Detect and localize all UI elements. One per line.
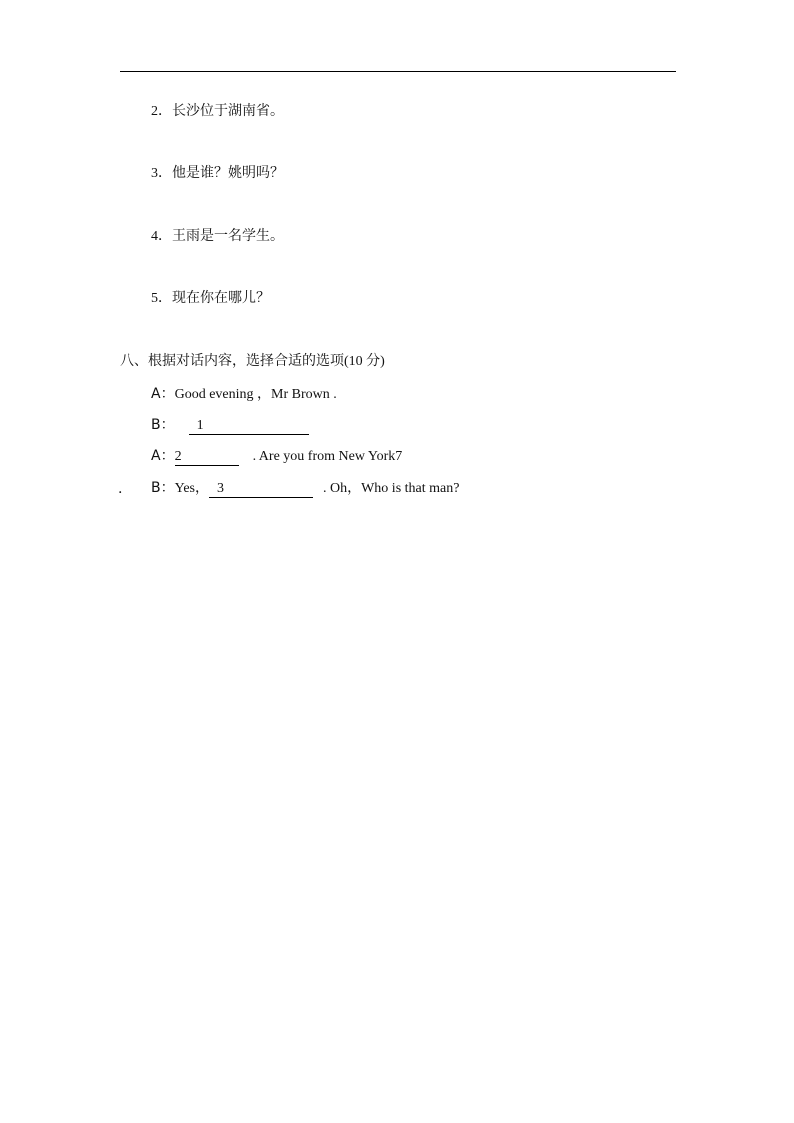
dialogue-line-3: [151, 447, 402, 466]
item-text: 现在你在哪儿？: [172, 290, 270, 306]
dialogue-line-4: [151, 479, 459, 498]
dialogue-text: Good evening ，Mr Brown .: [174, 387, 337, 402]
translation-item-5: [151, 289, 270, 308]
answer-blank-3[interactable]: [209, 481, 313, 498]
dialogue-line-2: [151, 416, 309, 435]
item-text: 王雨是一名学生。: [172, 228, 284, 244]
item-text: 长沙位于湖南省。: [172, 103, 284, 119]
blank-number: 2: [174, 449, 182, 464]
item-number: 3．: [151, 166, 172, 181]
dialogue-text-after: . Oh，Who is that man?: [322, 481, 460, 496]
speaker-label: A：: [151, 448, 175, 464]
section-title: 八、根据对话内容，选择合适的选项: [120, 353, 344, 369]
translation-item-4: [151, 227, 284, 246]
item-number: 4．: [151, 229, 172, 244]
blank-number: 3: [216, 481, 224, 496]
section-score: (10 分): [344, 354, 385, 369]
margin-mark: .: [118, 481, 123, 497]
translation-item-3: [151, 164, 284, 183]
dialogue-text: . Are you from New York7: [252, 449, 403, 464]
speaker-label: B：: [151, 480, 175, 496]
answer-blank-2[interactable]: [175, 449, 239, 466]
section-8-heading: [120, 352, 385, 371]
header-rule: [120, 71, 676, 72]
item-number: 5．: [151, 291, 172, 306]
speaker-label: B：: [151, 417, 175, 433]
translation-item-2: [151, 102, 284, 121]
blank-number: 1: [196, 418, 204, 433]
item-text: 他是谁？姚明吗？: [172, 165, 284, 181]
item-number: 2．: [151, 104, 172, 119]
dialogue-line-1: [151, 385, 337, 404]
speaker-label: A：: [151, 386, 175, 402]
answer-blank-1[interactable]: [189, 418, 309, 435]
dialogue-text-before: Yes，: [174, 481, 209, 496]
